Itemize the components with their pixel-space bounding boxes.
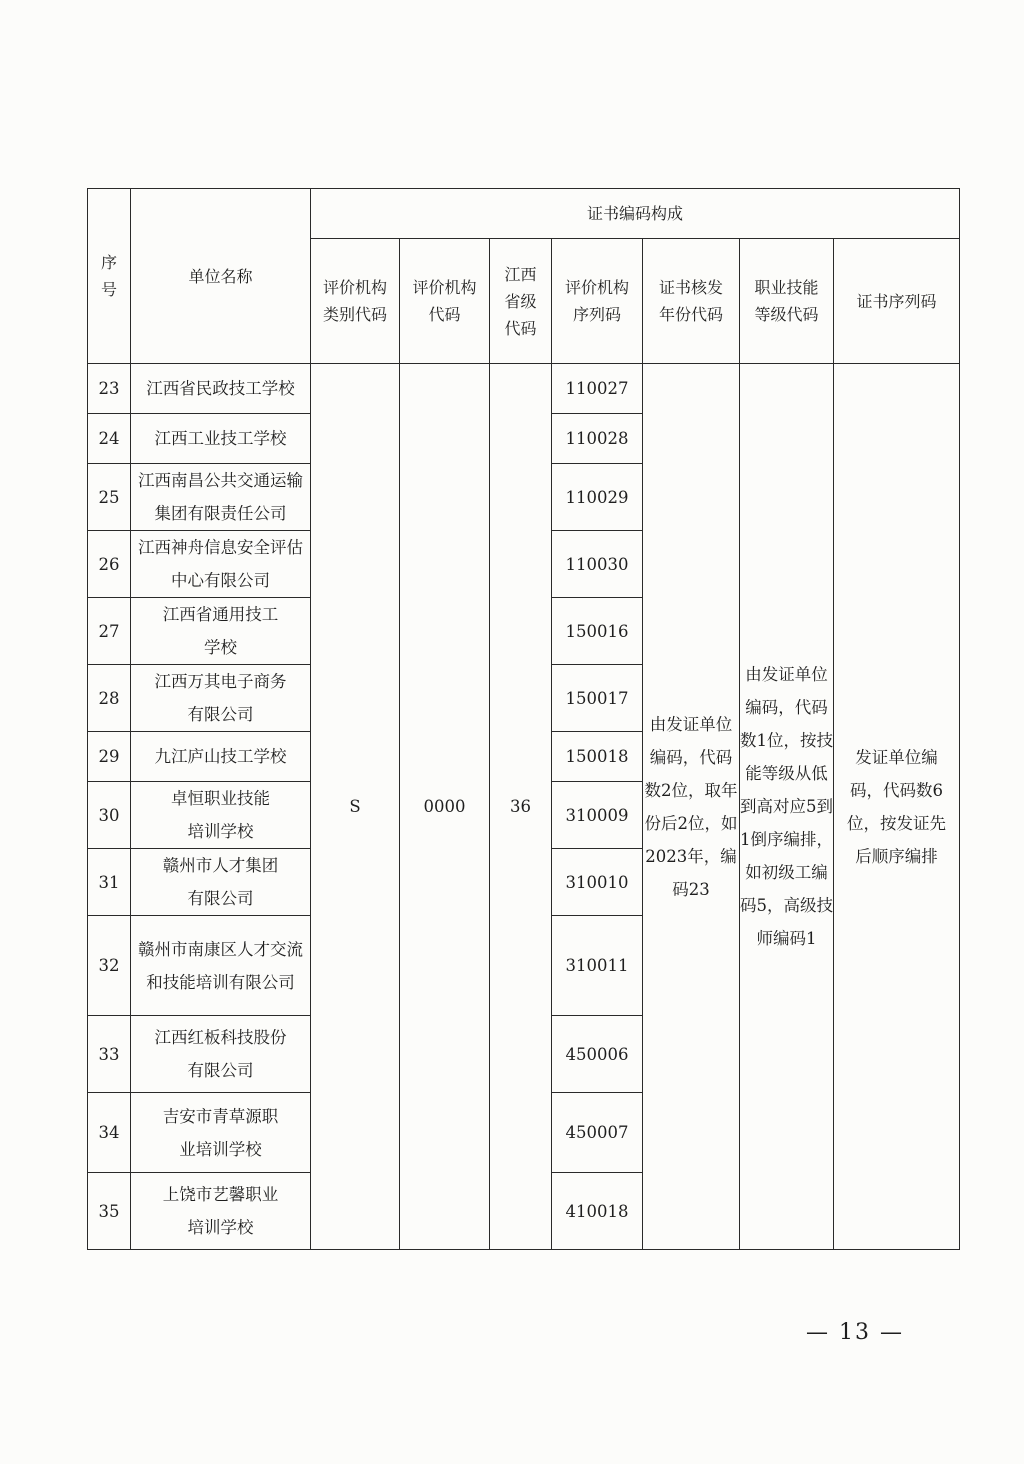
row-seq: 31 (88, 849, 131, 916)
year-code-note: 由发证单位编码，代码数2位，取年份后2位，如2023年，编码23 (643, 364, 740, 1250)
row-eval-serial: 450007 (552, 1093, 643, 1173)
row-unit-name: 江西万其电子商务有限公司 (131, 665, 311, 732)
row-eval-serial: 110027 (552, 364, 643, 414)
row-unit-name: 江西南昌公共交通运输集团有限责任公司 (131, 464, 311, 531)
eval-code-value: 0000 (400, 364, 490, 1250)
header-code-composition: 证书编码构成 (311, 189, 960, 239)
header-seq: 序号 (88, 189, 131, 364)
eval-type-code-value: S (311, 364, 400, 1250)
certificate-code-table (87, 188, 960, 1250)
row-unit-name: 江西省通用技工学校 (131, 598, 311, 665)
row-seq: 32 (88, 916, 131, 1016)
table-row (88, 364, 960, 414)
row-eval-serial: 310009 (552, 782, 643, 849)
province-code-value: 36 (490, 364, 552, 1250)
row-unit-name: 江西省民政技工学校 (131, 364, 311, 414)
row-eval-serial: 410018 (552, 1173, 643, 1250)
header-eval-serial: 评价机构序列码 (552, 239, 643, 364)
row-unit-name: 江西红板科技股份有限公司 (131, 1016, 311, 1093)
header-unit-name: 单位名称 (131, 189, 311, 364)
header-level-code: 职业技能等级代码 (740, 239, 834, 364)
row-seq: 27 (88, 598, 131, 665)
row-unit-name: 吉安市青草源职业培训学校 (131, 1093, 311, 1173)
row-unit-name: 上饶市艺馨职业培训学校 (131, 1173, 311, 1250)
header-province-code: 江西省级代码 (490, 239, 552, 364)
row-eval-serial: 150017 (552, 665, 643, 732)
row-seq: 29 (88, 732, 131, 782)
header-eval-type-code: 评价机构类别代码 (311, 239, 400, 364)
row-seq: 24 (88, 414, 131, 464)
row-unit-name: 赣州市人才集团有限公司 (131, 849, 311, 916)
row-unit-name: 江西工业技工学校 (131, 414, 311, 464)
row-seq: 34 (88, 1093, 131, 1173)
row-eval-serial: 310010 (552, 849, 643, 916)
row-eval-serial: 310011 (552, 916, 643, 1016)
row-unit-name: 赣州市南康区人才交流和技能培训有限公司 (131, 916, 311, 1016)
cert-serial-note: 发证单位编码，代码数6位，按发证先后顺序编排 (834, 364, 960, 1250)
page-number: — 13 — (806, 1320, 904, 1345)
row-eval-serial: 150018 (552, 732, 643, 782)
row-seq: 30 (88, 782, 131, 849)
row-seq: 23 (88, 364, 131, 414)
row-eval-serial: 450006 (552, 1016, 643, 1093)
row-seq: 33 (88, 1016, 131, 1093)
row-eval-serial: 110028 (552, 414, 643, 464)
header-year-code: 证书核发年份代码 (643, 239, 740, 364)
row-seq: 35 (88, 1173, 131, 1250)
row-unit-name: 江西神舟信息安全评估中心有限公司 (131, 531, 311, 598)
row-eval-serial: 150016 (552, 598, 643, 665)
row-unit-name: 卓恒职业技能培训学校 (131, 782, 311, 849)
level-code-note: 由发证单位编码，代码数1位，按技能等级从低到高对应5到1倒序编排，如初级工编码5，高级技师编码1 (740, 364, 834, 1250)
row-seq: 25 (88, 464, 131, 531)
row-seq: 28 (88, 665, 131, 732)
row-eval-serial: 110029 (552, 464, 643, 531)
row-seq: 26 (88, 531, 131, 598)
header-eval-code: 评价机构代码 (400, 239, 490, 364)
header-cert-serial: 证书序列码 (834, 239, 960, 364)
row-unit-name: 九江庐山技工学校 (131, 732, 311, 782)
row-eval-serial: 110030 (552, 531, 643, 598)
